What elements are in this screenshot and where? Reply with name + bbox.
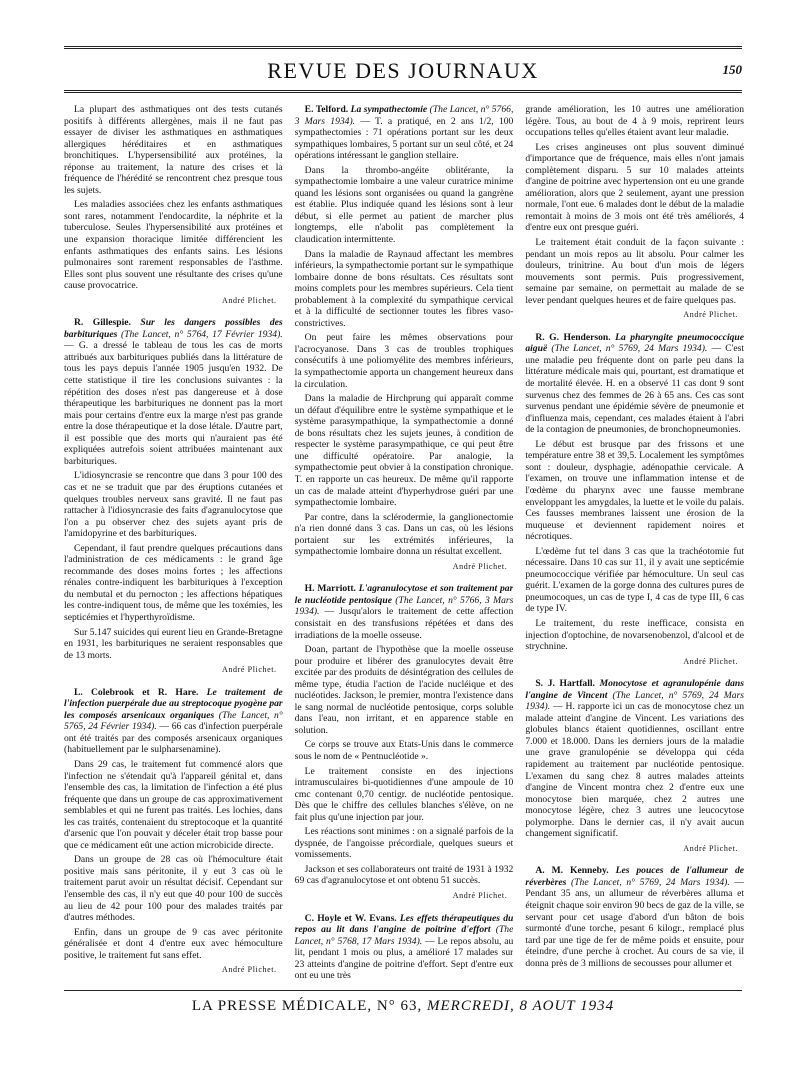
paragraph: La plupart des asthmatiques ont des tests cutanés positifs à différents allergènes, mais il ne faut pas essayer de diviser les asthmatiques en asthmatiques allergiques héréditaires et en asthmatiques bronchitiques. L'hypersensibilité aux protéines, la réponse au traitement, la nature des crises et la fréquence de l'hérédité se rencontrent chez presque tous les sujets. [64, 104, 283, 196]
article-title: La sympathectomie [350, 104, 428, 115]
signature: André Plichet. [222, 665, 277, 675]
article-heading [295, 583, 514, 641]
column-left [64, 104, 283, 982]
paragraph: Enfin, dans un groupe de 9 cas avec péritonite généralisée et dont 4 d'entre eux avec hémoculture positive, le traitement fut sans effet. [64, 926, 283, 961]
article-title: Les pouces de l'allumeur de réverbères [525, 865, 744, 888]
paragraph: On peut faire les mêmes observations pour l'acrocyanose. Dans 3 cas de troubles trophiques consécutifs à une poliomyélite des membres inférieurs, la sympathectomie apporta un changement heureux dans la circulation. [294, 332, 514, 390]
signature: André Plichet. [222, 295, 277, 305]
article-title: Le traitement de l'infection puerpérale due au streptocoque pyogène par les composés arsenicaux organiques [64, 686, 283, 721]
paragraph: Cependant, il faut prendre quelques précautions dans l'administration de ces médicaments : le grand âge recommande des doses moins fortes ; les affections rénales contre-indiquent les barbituriques à l'exception du nembutal et du pernocton ; les affections hépatiques les contre-indiquent tous, de même que les toxémies, les septicémies et l'hyperthyroïdisme. [64, 542, 283, 623]
article-heading [64, 687, 283, 756]
paragraph: Le traitement consiste en des injections intramusculaires bi-quotidiennes d'une ampoule de 10 cmc contenant 0,70 centigr. de nucléotide pentosique. Dès que le chiffre des cellules blanches s'élève, on ne fait plus qu'une injection par jour. [294, 765, 514, 823]
article-reference: (The Lancet, n° 5764, 17 Février 1934). [121, 328, 283, 340]
paragraph: — H. rapporte ici un cas de monocytose chez un malade atteint d'angine de Vincent. Les variations des globules blancs étaient quotidiennes, oscillant entre 7.000 et 18.000. Dans les derniers jours de la maladie une grave granulopénie se développa qui céda rapidement au traitement par nucléotide pentosique. L'examen du sang chez 8 autres malades atteints d'angine de Vincent montra chez 2 d'entre eux une monocytose bien marquée, chez 2 autres une monocytose légère, chez 3 autres une leucocytose polymorphe. Dans le dernier cas, il n'y avait aucun changement significatif. [525, 701, 744, 840]
paragraph: — Jusqu'alors le traitement de cette affection consistait en des transfusions répétées et dans des irradiations de la moelle osseuse. [294, 606, 514, 641]
article-title: Monocytose et agranulopénie dans l'angine de Vincent [525, 678, 744, 701]
signature: André Plichet. [683, 656, 739, 666]
article-author: R. G. Henderson. [535, 331, 611, 343]
paragraph: Le traitement était conduit de la façon suivante : pendant un mois repos au lit absolu. Pour calmer les douleurs, trinitrine. Au bout d'un mois de légers mouvements sont permis. Puis progressivement, semaine par semaine, on permettait au malade de se lever pendant quelques heures et de faire quelques pas. [525, 237, 744, 306]
paragraph: Dans la maladie de Hirchprung qui apparaît comme un défaut d'équilibre entre le système sympathique et le système parasympathique, la sympathectomie a donné de bons résultats chez les sujets jeunes, à condition de respecter le système parasympathique, ce qui peut être une difficulté opératoire. Par analogie, la sympathectomie peut obvier à la constipation chronique. T. en rapporte un cas heureux. De même qu'il rapporte un cas de malade atteint d'hyperhydrose guéri par une sympathectomie lombaire. [294, 393, 514, 509]
article-reference: (The Lancet, n° 5769, 24 Mars 1934). [525, 689, 744, 713]
paragraph: Jackson et ses collaborateurs ont traité de 1931 à 1932 69 cas d'agranulocytose et ont obtenu 51 succès. [294, 863, 514, 887]
article-columns [64, 104, 744, 982]
paragraph: Par contre, dans la sclérodermie, la ganglionectomie n'a rien donné dans 3 cas. Dans un cas, où les lésions portaient sur les extrémités inférieures, la sympathectomie lombaire donna un résultat excellent. [294, 511, 514, 558]
article-reference: (The Lancet, n° 5769, 24 Mars 1934). [551, 343, 708, 355]
paragraph: Dans la maladie de Raynaud affectant les membres inférieurs, la sympathectomie portant sur le sympathique lombaire donne de bons résultats. Ces résultats sont moins complets pour les membres supérieurs. Cela tient probablement à la complexité du sympathique cervical et à la difficulté de sectionner toutes les fibres vaso-constrictives. [294, 248, 514, 329]
page-title: REVUE DES JOURNAUX [267, 58, 539, 83]
paragraph: — 66 cas d'infection puerpérale ont été traités par des composés arsenicaux organiques (habituellement par le sulpharsenamine). [64, 721, 283, 756]
paragraph: grande amélioration, les 10 autres une amélioration légère. Tous, au bout de 4 à 9 mois, reprirent leurs occupations telles qu'elles étaient avant leur maladie. [525, 104, 744, 139]
article-title: Les effets thérapeutiques du repos au lit dans l'angine de poitrine d'effort [294, 912, 514, 936]
paragraph: Les crises angineuses ont plus souvent diminué d'importance que de fréquence, mais elles n'ont jamais complètement disparu. 5 sur 10 malades atteints d'angine de poitrine avec hypertension ont eu une grande amélioration, alors que 2 seulement, ayant une pression normale, l'ont eue. 6 malades dont le début de la maladie remontait à moins de 3 mois ont été très améliorés, 4 d'entre eux ont presque guéri. [525, 141, 744, 234]
article-reference: (The Lancet, n° 5769, 24 Mars 1934). [571, 876, 730, 888]
footer-text [64, 998, 742, 1015]
article-reference: (The Lancet, n° 5765, 24 Février 1934). [64, 709, 283, 733]
paragraph: — T. a pratiqué, en 2 ans 1/2, 100 sympathectomies : 71 opérations portant sur les deux sympathiques lombaires, 5 portant sur un seul côté, et 24 opérations intéressant le ganglion stellaire. [294, 115, 514, 162]
article-heading [525, 332, 744, 436]
signature: André Plichet. [222, 965, 277, 975]
top-rule [64, 46, 742, 49]
paragraph: Dans la thrombo-angéite oblitérante, la sympathectomie lombaire a une valeur curatrice minime quand les lésions sont organisées ou quand la gangrène est établie. Plus indiquée quand les lésions sont à leur début, si elle permet au patient de marcher plus longtemps, elle n'abolit pas complètement la claudication intermittente. [294, 164, 514, 246]
header-rule [64, 90, 742, 93]
paragraph: Les maladies associées chez les enfants asthmatiques sont rares, notamment l'endocardite, la néphrite et la tuberculose. Seules l'hypersensibilité aux protéines et une expansion thoracique limitée différencient les enfants asthmatiques des enfants sains. Les lésions pulmonaires sont rarement responsables de l'asthme. Elles sont plus souvent une résultante des crises qu'une cause provocatrice. [64, 199, 283, 292]
page-number: 150 [722, 62, 742, 77]
paragraph: Les réactions sont minimes : on a signalé parfois de la dyspnée, de l'angoisse précordiale, quelques sueurs et vomissements. [294, 826, 514, 861]
signature: André Plichet. [683, 310, 739, 320]
footer-date: MERCREDI, 8 AOUT 1934 [427, 998, 615, 1014]
article-reference: (The Lancet, n° 5766, 3 Mars 1934). [294, 594, 514, 618]
article-author: C. Hoyle et W. Evans. [304, 912, 397, 924]
article-author: R. Gillespie. [74, 317, 131, 329]
column-right [525, 104, 744, 982]
paragraph: Dans 29 cas, le traitement fut commencé alors que l'infection ne s'étendait qu'à l'appareil génital et, dans l'ensemble des cas, la limitation de l'infection a été plus fréquente que dans un groupe de cas approximativement semblables et qui ne furent pas traités. Les lochies, dans les cas traités, contenaient du streptocoque et la quantité d'arsenic que l'on pouvait y déceler était trop basse pour que ce médicament eût une action microbicide directe. [64, 758, 283, 851]
article-author: H. Marriott. [304, 583, 356, 595]
article-title: Sur les dangers possibles des barbituriques [64, 317, 283, 340]
paragraph: — C'est une maladie peu fréquente dont on parle peu dans la littérature médicale mais qui, pourtant, est dramatique et de mortalité élevée. H. en a observé 11 cas dont 9 sont survenus chez des femmes de 26 à 65 ans. Ces cas sont survenus pendant une épidémie sévère de pneumonie et d'influenza mais, cependant, ces malades étaient à l'abri de la contagion de pneumonies, de bronchopneumonies. [525, 343, 744, 436]
article-heading [525, 865, 744, 969]
page-footer [64, 994, 742, 1022]
paragraph: Ce corps se trouve aux Etats-Unis dans le commerce sous le nom de « Pentnucléotide ». [294, 739, 514, 762]
paragraph: Le traitement, du reste inefficace, consista en injection d'optochine, de novarsenobenzol, d'alcool et de strychnine. [525, 617, 744, 653]
article-title: La pharyngite pneumococcique aiguë [525, 331, 744, 355]
footer-rule [64, 990, 742, 991]
article-heading [295, 913, 514, 982]
article-heading [295, 104, 514, 162]
masthead [64, 52, 742, 86]
column-middle [295, 104, 514, 982]
signature: André Plichet. [683, 843, 739, 853]
paragraph: L'idiosyncrasie se rencontre que dans 3 pour 100 des cas et ne se traduit que par des éruptions cutanées et quelques troubles nerveux sans gravité. Il ne faut pas rattacher à l'idiosyncrasie des faits d'agranulocytose que l'on a pu observer chez des sujets ayant pris de l'amidopyrine et des barbituriques. [64, 470, 283, 540]
article-author: A. M. Kenneby. [535, 865, 609, 877]
paragraph: Doan, partant de l'hypothèse que la moelle osseuse pour produire et libérer des granulocytes devait être excitée par des produits de désintégration des cellules de même type, étudia l'action de l'acide nucléique et des nucléotides. Jackson, le premier, montra l'existence dans le sang normal de nucléotide pentosique, corps soluble dans l'eau, non irritant, et en apparence stable en solution. [294, 644, 514, 736]
signature: André Plichet. [452, 561, 508, 571]
paragraph: Le début est brusque par des frissons et une température entre 38 et 39,5. Localement les symptômes sont : douleur, dysphagie, adénopathie cervicale. A l'examen, on trouve une inflammation intense et de l'œdème du pharynx avec une fausse membrane enveloppant les amygdales, la luette et le voile du palais. Ces fausses membranes laissent une érosion de la muqueuse et deviennent rapidement noires et nécrotiques. [525, 438, 744, 543]
paragraph: — G. a dressé le tableau de tous les cas de morts attribués aux barbituriques publiés dans la littérature de tous les pays depuis l'année 1905 jusqu'en 1932. De cette statistique il tire les conclusions suivantes : la répétition des doses n'est pas dangereuse et à dose thérapeutique les barbituriques ne donnent pas la mort mais pour certains d'entre eux la marge n'est pas grande entre la dose thérapeutique et la dose létale. D'autre part, il est possible que des morts qui n'auraient pas été expliquées autrefois soient attribuées maintenant aux barbituriques. [64, 340, 283, 467]
article-heading [64, 317, 283, 467]
article-reference: (The Lancet, n° 5766, 3 Mars 1934). [294, 104, 514, 127]
article-author: E. Telford. [304, 104, 349, 115]
paragraph: L'œdème fut tel dans 3 cas que la trachéotomie fut nécessaire. Dans 10 cas sur 11, il y avait une septicémie pneumococcique vérifiée par hémoculture. Un seul cas guérit. L'examen de la gorge donna des cultures pures de pneumocoques, un cas de type I, 4 cas de type III, 6 cas de type IV. [525, 545, 744, 615]
signature: André Plichet. [452, 891, 508, 900]
article-heading [525, 678, 744, 840]
paragraph: — Le repos absolu, au lit, pendant 1 mois ou plus, a amélioré 17 malades sur 23 atteints d'angine de poitrine d'effort. Sept d'entre eux ont eu une très [294, 935, 514, 982]
article-author: S. J. Hartfall. [535, 678, 595, 690]
article-title: L'agranulocytose et son traitement par le nucléotide pentosique [294, 583, 514, 606]
paragraph: Dans un groupe de 28 cas où l'hémoculture était positive mais sans péritonite, il y eut 3 cas où le traitement parut avoir un résultat décisif. Cependant sur l'ensemble des cas, il n'y eut que 40 pour 100 de succès au lieu de 42 pour 100 pour des malades traités par d'autres méthodes. [64, 854, 283, 924]
article-reference: (The Lancet, n° 5768, 17 Mars 1934). [294, 924, 514, 947]
footer-journal: LA PRESSE MÉDICALE, N° 63, [191, 998, 423, 1014]
paragraph: — Pendant 35 ans, un allumeur de réverbères alluma et éteignit chaque soir environ 90 becs de gaz de la ville, se servant pour cet usage d'abord d'un bâton de bois surmonté d'une torche, pesant 6 kilogr., remplacé plus tard par une tige de fer de même poids et ensuite, pour éteindre, d'une perche à crochet. Au cours de sa vie, il donna près de 3 millions de secousses pour allumer et [525, 876, 744, 969]
article-author: L. Colebrook et R. Hare. [74, 686, 199, 698]
paragraph: Sur 5.147 suicides qui eurent lieu en Grande-Bretagne en 1931, les barbituriques ne seraient responsables que de 13 morts. [64, 626, 283, 661]
